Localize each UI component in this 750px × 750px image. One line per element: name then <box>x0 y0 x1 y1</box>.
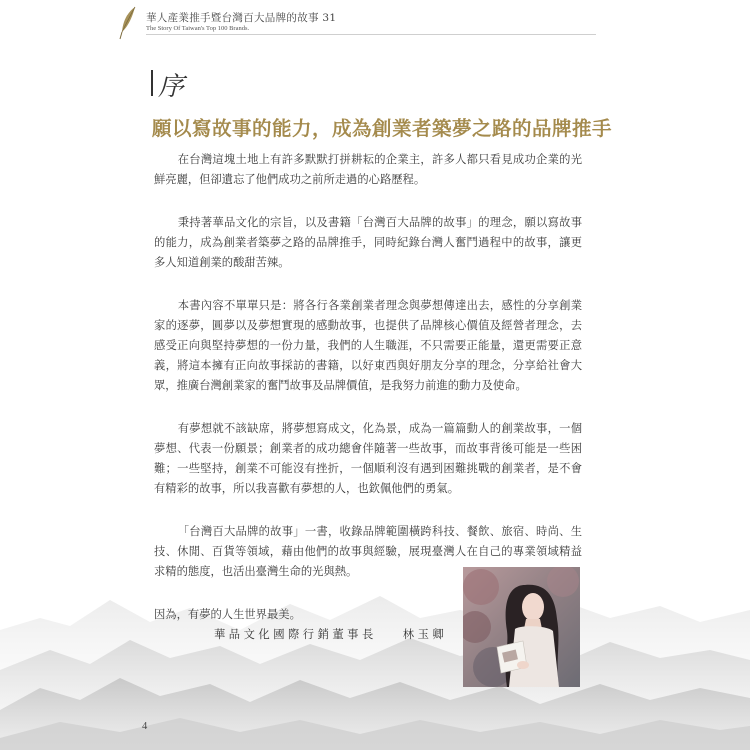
signature-title: 華品文化國際行銷董事長 <box>214 628 377 641</box>
paragraph: 有夢想就不該缺席，將夢想寫成文，化為景，成為一篇篇動人的創業故事，一個夢想、代表一份願景；創業者的成功總會伴隨著一些故事，而故事背後可能是一些困難；一些堅持，創業不可能沒有挫折，一個順利沒有遇到困難挑戰的創業者，是不會有精彩的故事，所以我喜歡有夢想的人，也欽佩他們的勇氣。 <box>154 422 582 495</box>
signature-line <box>214 626 447 642</box>
signature-name: 林玉卿 <box>402 628 448 641</box>
header-title: 華人產業推手暨台灣百大品牌的故事 31 <box>146 12 337 24</box>
header-subtitle: The Story Of Taiwan's Top 100 Brands. <box>146 25 250 32</box>
paragraph: 在台灣這塊土地上有許多默默打拼耕耘的企業主，許多人都只看見成功企業的光鮮亮麗，但卻遺忘了他們成功之前所走過的心路歷程。 <box>154 153 582 186</box>
paragraph: 秉持著華品文化的宗旨，以及書籍「台灣百大品牌的故事」的理念，願以寫故事的能力，成為創業者築夢之路的品牌推手，同時紀錄台灣人奮鬥過程中的故事，讓更多人知道創業的酸甜苦辣。 <box>154 216 582 269</box>
author-photo <box>463 567 580 687</box>
paragraph: 本書內容不單單只是：將各行各業創業者理念與夢想傳達出去，感性的分享創業家的逐夢，圓夢以及夢想實現的感動故事，也提供了品牌核心價值及經營者理念，去感受正向與堅持夢想的一份力量，我們的人生職涯，不只需要正能量，還更需要正意義，將這本擁有正向故事採訪的書籍，以好東西與好朋友分享的理念，分享給社會大眾，推廣台灣創業家的奮鬥故事及品牌價值，是我努力前進的動力及使命。 <box>154 299 582 392</box>
header-divider <box>146 34 596 35</box>
closing-line: 因為，有夢的人生世界最美。 <box>154 608 301 621</box>
page-number: 4 <box>142 721 148 732</box>
headline: 願以寫故事的能力，成為創業者築夢之路的品牌推手 <box>152 117 613 140</box>
paragraph: 「台灣百大品牌的故事」一書，收錄品牌範圍橫跨科技、餐飲、旅宿、時尚、生技、休閒、百貨等領域，藉由他們的故事與經驗，展現臺灣人在自己的專業領域精益求精的態度，也活出臺灣生命的光與熱。 <box>154 525 582 578</box>
section-marker-bar <box>151 70 153 96</box>
feather-icon <box>118 6 140 40</box>
section-label: 序 <box>158 72 185 102</box>
